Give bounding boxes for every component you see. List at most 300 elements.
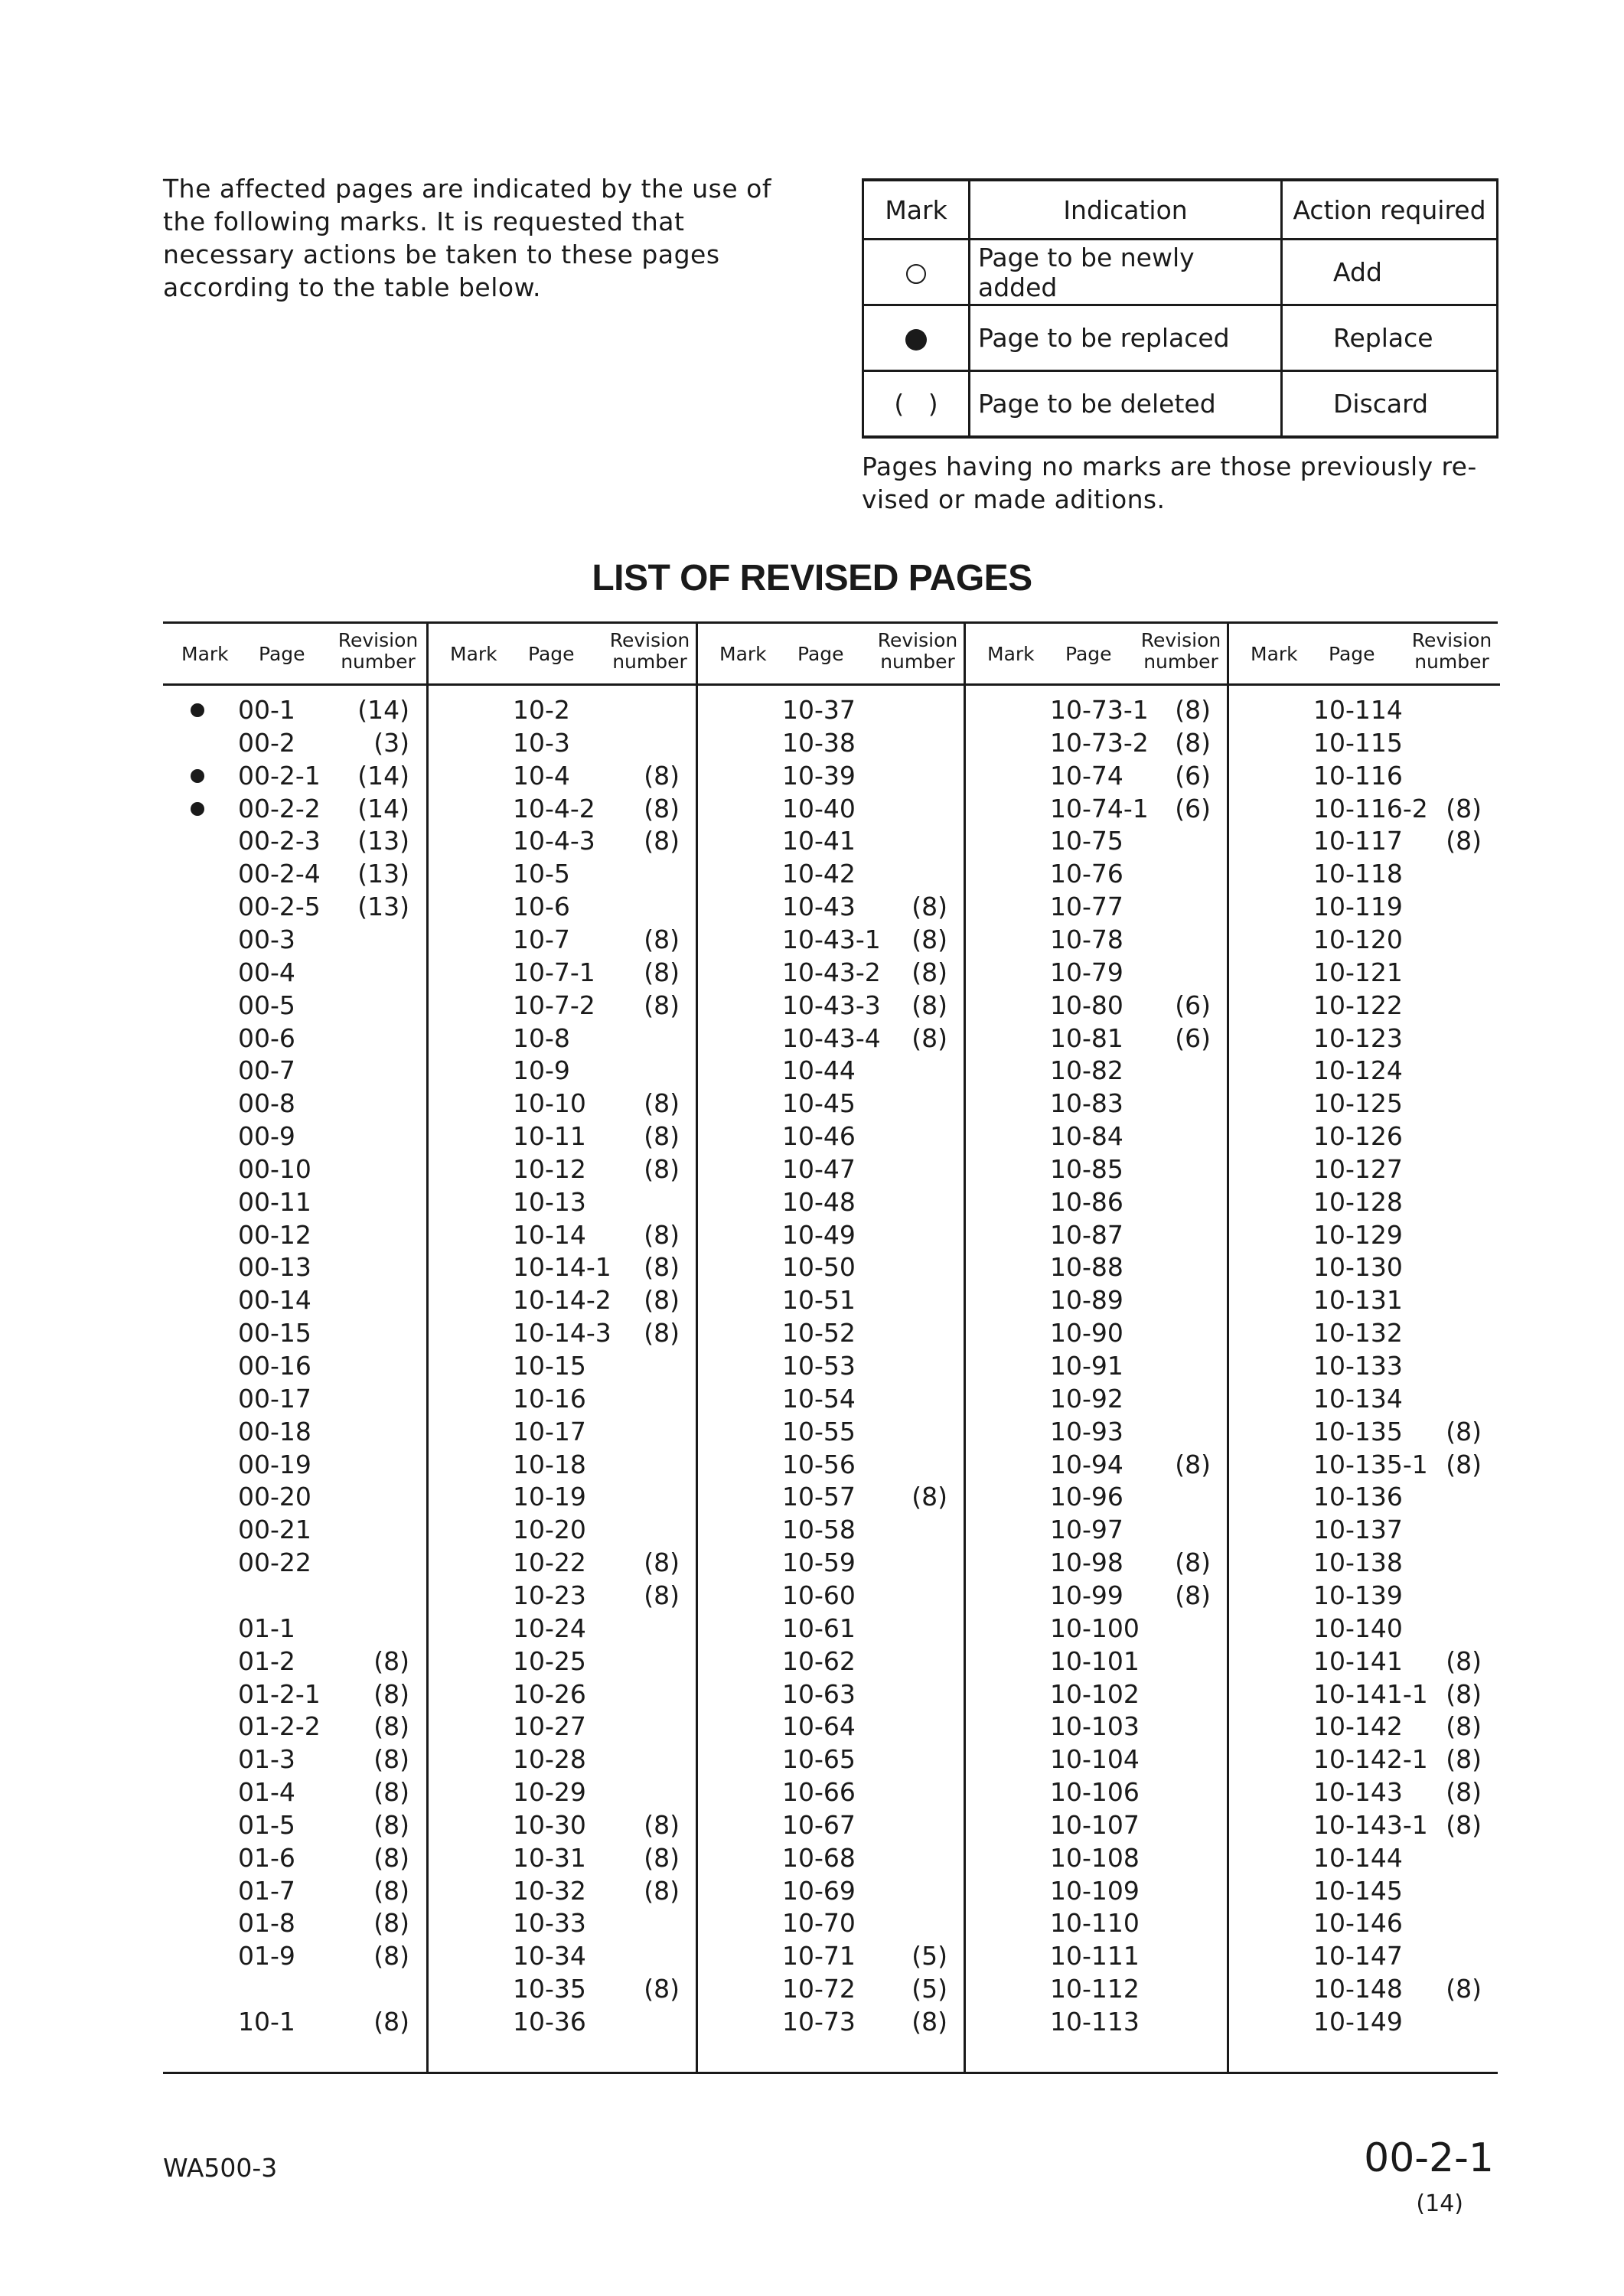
page-ref: 10-35 [513, 1974, 586, 2004]
list-item [429, 1022, 698, 1055]
page-ref: 10-70 [782, 1908, 856, 1939]
page-ref: 10-10 [513, 1088, 586, 1119]
list-item [429, 1579, 698, 1612]
list-item [429, 857, 698, 890]
revision-number: (5) [911, 1941, 947, 1971]
list-item [163, 1022, 426, 1055]
page-ref: 10-141 [1313, 1645, 1403, 1676]
page-ref: 10-99 [1050, 1580, 1123, 1610]
page-ref: 10-25 [513, 1645, 586, 1676]
page-ref: 10-7-1 [513, 957, 595, 987]
revision-number: (8) [373, 2007, 409, 2037]
list-item [966, 1251, 1229, 1283]
revision-number: (8) [644, 793, 680, 823]
revision-number: (8) [373, 1777, 409, 1808]
list-item [966, 1022, 1229, 1055]
list-item [698, 792, 966, 825]
page-ref: 10-23 [513, 1580, 586, 1610]
revision-number: (8) [644, 1252, 680, 1283]
page-ref: 10-43-4 [782, 1022, 881, 1053]
page-ref: 10-135-1 [1313, 1449, 1428, 1479]
list-item [429, 792, 698, 825]
revision-number: (5) [911, 1974, 947, 2004]
list-item [163, 1054, 426, 1087]
revision-number: (8) [1446, 1711, 1482, 1742]
list-item [698, 923, 966, 956]
page-ref: 10-6 [513, 892, 570, 922]
page-ref: 10-147 [1313, 1941, 1403, 1971]
page-ref: 00-3 [238, 924, 295, 954]
list-item [163, 1808, 426, 1841]
page-ref: 10-132 [1313, 1318, 1403, 1349]
page-ref: 10-68 [782, 1842, 856, 1873]
list-item [966, 1316, 1229, 1349]
list-item [698, 1776, 966, 1808]
list-item [163, 1776, 426, 1808]
list-item [163, 956, 426, 989]
list-item [163, 792, 426, 825]
page-ref: 10-96 [1050, 1482, 1123, 1512]
list-item [698, 1022, 966, 1055]
page-ref: 10-93 [1050, 1416, 1123, 1446]
list-item [966, 726, 1229, 759]
list-item [429, 1645, 698, 1678]
list-item [698, 890, 966, 923]
page-ref: 10-69 [782, 1875, 856, 1906]
list-column-header [163, 624, 426, 686]
list-item [429, 1546, 698, 1579]
list-item [966, 1874, 1229, 1907]
header-revision [1410, 630, 1494, 673]
header-page: Page [797, 643, 844, 665]
page-ref: 01-4 [238, 1777, 295, 1808]
list-item [966, 1120, 1229, 1153]
header-revision-line2: number [341, 651, 416, 673]
page-ref: 00-20 [238, 1482, 311, 1512]
page-ref: 01-8 [238, 1908, 295, 1939]
revision-number: (6) [1175, 760, 1211, 791]
page-ref: 10-53 [782, 1351, 856, 1381]
page-ref: 10-27 [513, 1711, 586, 1742]
list-item [429, 1513, 698, 1546]
page-ref: 00-16 [238, 1351, 311, 1381]
list-item [966, 1448, 1229, 1481]
list-item [163, 989, 426, 1022]
revision-number: (8) [373, 1875, 409, 1906]
note-text: Pages having no marks are those previously re-vised or made aditions. [862, 452, 1477, 514]
page-ref: 10-107 [1050, 1809, 1140, 1840]
page-ref: 10-74-1 [1050, 793, 1149, 823]
list-item [429, 1382, 698, 1415]
list-item [163, 726, 426, 759]
revision-number: (8) [1175, 1580, 1211, 1610]
page-ref: 10-135 [1313, 1416, 1403, 1446]
revision-number: (8) [644, 1842, 680, 1873]
list-item [966, 890, 1229, 923]
list-item [966, 1513, 1229, 1546]
list-item [1229, 1153, 1500, 1186]
list-item [429, 1939, 698, 1972]
list-item [429, 759, 698, 792]
list-item [1229, 1120, 1500, 1153]
page-ref: 10-97 [1050, 1515, 1123, 1545]
marks-row-discard [863, 371, 1498, 438]
page-ref: 10-92 [1050, 1383, 1123, 1414]
page-ref: 10-67 [782, 1809, 856, 1840]
list-item [698, 1579, 966, 1612]
list-item [429, 693, 698, 726]
page-ref: 10-4-2 [513, 793, 595, 823]
page-ref: 10-91 [1050, 1351, 1123, 1381]
page-ref: 10-28 [513, 1744, 586, 1775]
page-ref: 10-87 [1050, 1219, 1123, 1250]
page-ref: 10-59 [782, 1548, 856, 1578]
page-ref: 10-51 [782, 1285, 856, 1316]
list-item [1229, 1579, 1500, 1612]
list-item [163, 1841, 426, 1874]
list-item [429, 1349, 698, 1382]
revision-number: (8) [1175, 1548, 1211, 1578]
list-item [163, 1186, 426, 1218]
page-ref: 10-112 [1050, 1974, 1140, 2004]
action-cell: Discard [1282, 371, 1498, 438]
header-page: Page [528, 643, 575, 665]
list-item [698, 1939, 966, 1972]
list-item [1229, 1087, 1500, 1120]
list-item [1229, 1251, 1500, 1283]
list-item [429, 1972, 698, 2005]
page-ref: 10-73-2 [1050, 727, 1149, 758]
list-item [966, 1415, 1229, 1448]
page-ref: 10-48 [782, 1186, 856, 1217]
revision-number: (8) [644, 990, 680, 1020]
header-page: Page [259, 643, 305, 665]
list-item [429, 989, 698, 1022]
list-item [966, 1579, 1229, 1612]
list-item [429, 1448, 698, 1481]
page-ref: 10-37 [782, 695, 856, 725]
revision-number: (8) [644, 1088, 680, 1119]
page-number: 00-2-1 [1364, 2135, 1494, 2181]
revision-number: (8) [644, 924, 680, 954]
list-item [1229, 792, 1500, 825]
revision-number: (8) [1446, 793, 1482, 823]
list-item [163, 857, 426, 890]
list-item [966, 1054, 1229, 1087]
list-item [698, 1906, 966, 1939]
list-item [163, 1382, 426, 1415]
page-ref: 10-73 [782, 2007, 856, 2037]
page-ref: 10-124 [1313, 1055, 1403, 1086]
list-item [429, 1480, 698, 1513]
list-item [1229, 1710, 1500, 1743]
page-ref: 10-116 [1313, 760, 1403, 791]
list-item [966, 1546, 1229, 1579]
marks-legend-table [862, 178, 1498, 439]
revision-number: (8) [1446, 1645, 1482, 1676]
revision-number: (8) [644, 1875, 680, 1906]
page-ref: 00-18 [238, 1416, 311, 1446]
list-item [429, 824, 698, 857]
indication-cell: Page to be newly added [970, 240, 1282, 305]
list-item [966, 1612, 1229, 1645]
page-ref: 00-17 [238, 1383, 311, 1414]
list-item [163, 1349, 426, 1382]
page-ref: 10-34 [513, 1941, 586, 1971]
revision-number: (8) [1446, 1416, 1482, 1446]
revision-number: (8) [373, 1645, 409, 1676]
revision-number: (6) [1175, 990, 1211, 1020]
list-item [966, 1087, 1229, 1120]
page-ref: 10-40 [782, 793, 856, 823]
list-item [698, 824, 966, 857]
revision-number: (8) [1446, 1974, 1482, 2004]
list-item [966, 1218, 1229, 1251]
page-ref: 10-32 [513, 1875, 586, 1906]
header-revision [876, 630, 960, 673]
page-ref: 10-66 [782, 1777, 856, 1808]
header-revision-line1: Revision [338, 629, 419, 651]
list-item [698, 1743, 966, 1776]
page-ref: 10-137 [1313, 1515, 1403, 1545]
page-ref: 00-22 [238, 1548, 311, 1578]
page-ref: 10-84 [1050, 1121, 1123, 1152]
page-ref: 10-2 [513, 695, 570, 725]
page-ref: 10-106 [1050, 1777, 1140, 1808]
list-item [429, 1186, 698, 1218]
list-item [1229, 1022, 1500, 1055]
page-ref: 00-2-1 [238, 760, 321, 791]
revision-number: (8) [644, 826, 680, 856]
page-ref: 10-58 [782, 1515, 856, 1545]
revision-number: (8) [644, 1548, 680, 1578]
revision-number: (8) [1446, 1744, 1482, 1775]
page-ref: 10-43-3 [782, 990, 881, 1020]
page-ref: 10-36 [513, 2007, 586, 2037]
list-item [966, 1906, 1229, 1939]
page-ref: 10-109 [1050, 1875, 1140, 1906]
revision-number: (14) [357, 760, 409, 791]
page-ref: 10-5 [513, 859, 570, 889]
page-ref: 10-46 [782, 1121, 856, 1152]
page-ref: 10-126 [1313, 1121, 1403, 1152]
page-ref: 10-54 [782, 1383, 856, 1414]
page-ref: 10-131 [1313, 1285, 1403, 1316]
list-item [163, 2005, 426, 2038]
list-item [698, 1513, 966, 1546]
page-ref: 01-6 [238, 1842, 295, 1873]
page-ref: 10-101 [1050, 1645, 1140, 1676]
revision-number: (8) [644, 1318, 680, 1349]
list-item [429, 1906, 698, 1939]
list-item [966, 1678, 1229, 1711]
revision-number: (8) [644, 1153, 680, 1184]
page-ref: 10-148 [1313, 1974, 1403, 2004]
list-item [163, 1153, 426, 1186]
list-item [698, 1841, 966, 1874]
page-ref: 01-3 [238, 1744, 295, 1775]
page-ref: 10-113 [1050, 2007, 1140, 2037]
page-ref: 01-7 [238, 1875, 295, 1906]
page-revision: (14) [1416, 2190, 1463, 2217]
page-ref: 00-9 [238, 1121, 295, 1152]
list-item [966, 956, 1229, 989]
list-item [163, 1710, 426, 1743]
page-ref: 10-123 [1313, 1022, 1403, 1053]
list-column-2 [426, 624, 698, 2072]
header-mark: Mark [719, 643, 767, 665]
list-item [429, 1415, 698, 1448]
list-item [698, 1054, 966, 1087]
list-item [429, 1087, 698, 1120]
list-item [966, 792, 1229, 825]
list-item [163, 1579, 426, 1612]
list-item [1229, 693, 1500, 726]
list-item [1229, 956, 1500, 989]
list-item [1229, 1678, 1500, 1711]
revision-number: (8) [373, 1941, 409, 1971]
page-ref: 10-43 [782, 892, 856, 922]
revision-number: (8) [911, 1482, 947, 1512]
replaced-bullet-icon [191, 769, 204, 783]
list-item [1229, 1448, 1500, 1481]
page-ref: 01-5 [238, 1809, 295, 1840]
list-item [1229, 1972, 1500, 2005]
revision-number: (14) [357, 793, 409, 823]
revision-number: (8) [1446, 826, 1482, 856]
page-ref: 10-20 [513, 1515, 586, 1545]
page-ref: 10-22 [513, 1548, 586, 1578]
page-ref: 10-30 [513, 1809, 586, 1840]
page-ref: 10-75 [1050, 826, 1123, 856]
open-circle-icon [906, 264, 926, 284]
page-ref: 10-104 [1050, 1744, 1140, 1775]
header-mark: Mark [181, 643, 229, 665]
list-item [429, 890, 698, 923]
list-item [163, 1874, 426, 1907]
page-ref: 01-1 [238, 1613, 295, 1643]
revision-number: (8) [1175, 1449, 1211, 1479]
list-item [698, 1480, 966, 1513]
page-ref: 10-141-1 [1313, 1678, 1428, 1709]
header-revision-line2: number [1414, 651, 1489, 673]
page-ref: 10-79 [1050, 957, 1123, 987]
page-ref: 10-29 [513, 1777, 586, 1808]
list-item [698, 1087, 966, 1120]
replaced-bullet-icon [191, 703, 204, 717]
page-ref: 10-57 [782, 1482, 856, 1512]
header-action: Action required [1282, 180, 1498, 240]
filled-circle-icon [905, 329, 927, 351]
page-ref: 00-2-4 [238, 859, 321, 889]
page-ref: 10-81 [1050, 1022, 1123, 1053]
page-ref: 10-14-3 [513, 1318, 611, 1349]
list-item [1229, 1054, 1500, 1087]
list-item [698, 1546, 966, 1579]
revision-number: (8) [373, 1678, 409, 1709]
list-item [429, 1612, 698, 1645]
list-item [966, 1841, 1229, 1874]
list-item [1229, 1874, 1500, 1907]
page-ref: 10-100 [1050, 1613, 1140, 1643]
list-item [966, 1972, 1229, 2005]
list-item [163, 1218, 426, 1251]
revision-number: (13) [357, 826, 409, 856]
page-ref: 00-12 [238, 1219, 311, 1250]
list-column-header [1229, 624, 1500, 686]
list-item [698, 1645, 966, 1678]
page-ref: 10-71 [782, 1941, 856, 1971]
page-ref: 00-5 [238, 990, 295, 1020]
page-ref: 10-116-2 [1313, 793, 1428, 823]
list-item [1229, 1612, 1500, 1645]
list-item [429, 1120, 698, 1153]
marks-row-add [863, 240, 1498, 305]
header-indication: Indication [970, 180, 1282, 240]
page-ref: 10-8 [513, 1022, 570, 1053]
list-item [429, 1316, 698, 1349]
page-ref: 10-118 [1313, 859, 1403, 889]
page-ref: 10-52 [782, 1318, 856, 1349]
list-item [698, 1972, 966, 2005]
list-item [966, 759, 1229, 792]
page-ref: 10-43-1 [782, 924, 881, 954]
page-ref: 10-133 [1313, 1351, 1403, 1381]
page-ref: 10-144 [1313, 1842, 1403, 1873]
page-ref: 10-44 [782, 1055, 856, 1086]
marks-row-replace [863, 305, 1498, 371]
list-item [429, 923, 698, 956]
list-item [966, 2005, 1229, 2038]
page-ref: 10-134 [1313, 1383, 1403, 1414]
page-ref: 10-15 [513, 1351, 586, 1381]
list-item [698, 2005, 966, 2038]
list-item [163, 890, 426, 923]
list-item [1229, 923, 1500, 956]
list-item [966, 1808, 1229, 1841]
revision-number: (8) [1175, 695, 1211, 725]
header-page: Page [1065, 643, 1112, 665]
revision-number: (3) [373, 727, 409, 758]
list-item [698, 1186, 966, 1218]
list-item [163, 1939, 426, 1972]
action-cell: Replace [1282, 305, 1498, 371]
header-revision-line1: Revision [1411, 629, 1492, 651]
list-item [429, 1710, 698, 1743]
page-ref: 10-74 [1050, 760, 1123, 791]
page-title: LIST OF REVISED PAGES [592, 558, 1032, 598]
list-item [1229, 1382, 1500, 1415]
page-ref: 01-2 [238, 1645, 295, 1676]
page-ref: 00-13 [238, 1252, 311, 1283]
page-ref: 10-9 [513, 1055, 570, 1086]
list-item [698, 1415, 966, 1448]
page-ref: 10-129 [1313, 1219, 1403, 1250]
list-item [1229, 1906, 1500, 1939]
page-ref: 10-42 [782, 859, 856, 889]
list-item [429, 1678, 698, 1711]
page-ref: 10-143-1 [1313, 1809, 1428, 1840]
list-item [163, 1480, 426, 1513]
page-ref: 10-13 [513, 1186, 586, 1217]
mark-cell [863, 305, 970, 371]
revision-number: (8) [373, 1809, 409, 1840]
page-ref: 10-73-1 [1050, 695, 1149, 725]
page-ref: 10-110 [1050, 1908, 1140, 1939]
list-item [966, 824, 1229, 857]
list-item [698, 1612, 966, 1645]
list-column-4 [964, 624, 1229, 2072]
